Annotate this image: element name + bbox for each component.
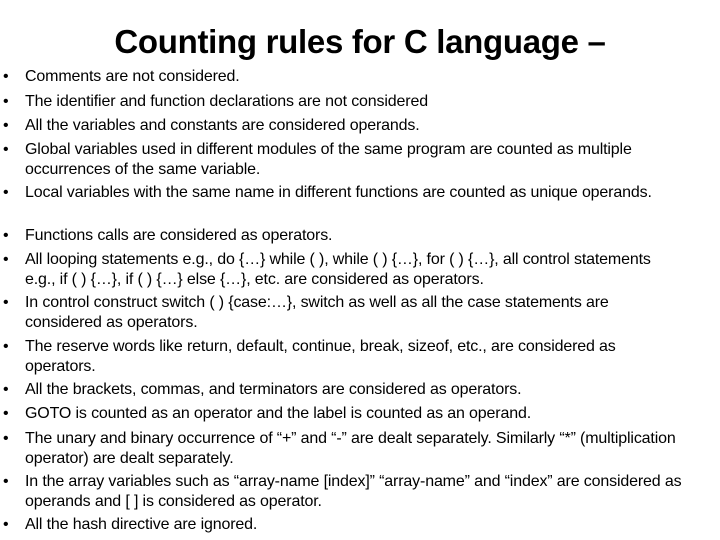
bullet-dot-icon: • [3, 473, 9, 490]
slide-title: Counting rules for C language – [114, 23, 606, 60]
bullet-dot-icon: • [3, 227, 9, 244]
bullet-text: The unary and binary occurrence of “+” and “-” are dealt separately. Similarly “*” (multiplication operator) are dealt separately. [25, 430, 676, 467]
bullet-dot-icon: • [3, 405, 9, 422]
bullet-text: Local variables with the same name in different functions are counted as unique operands. [25, 184, 652, 201]
bullet-item [3, 472, 685, 512]
bullet-item [3, 140, 685, 180]
bullet-dot-icon: • [3, 516, 9, 533]
bullet-dot-icon: • [3, 338, 9, 355]
bullet-dot-icon: • [3, 251, 9, 268]
bullet-text: The identifier and function declarations are not considered [25, 93, 428, 110]
bullet-text: Functions calls are considered as operators. [25, 227, 333, 244]
bullet-text: In control construct switch ( ) {case:…}, switch as well as all the case statements are considered as operators. [25, 294, 609, 331]
bullet-item [3, 116, 685, 136]
bullet-text: The reserve words like return, default, continue, break, sizeof, etc., are considered as operators. [25, 338, 616, 375]
bullet-text: GOTO is counted as an operator and the label is counted as an operand. [25, 405, 531, 422]
bullet-dot-icon: • [3, 141, 9, 158]
bullet-text: All the hash directive are ignored. [25, 516, 258, 533]
bullet-item [3, 67, 685, 87]
bullet-item [3, 380, 685, 400]
bullet-item [3, 226, 685, 246]
bullet-text: All looping statements e.g., do {…} while ( ), while ( ) {…}, for ( ) {…}, all control statements e.g., if ( ) {…}, if ( ) {…} else {…}, etc. are considered as operators. [25, 251, 651, 288]
bullet-dot-icon: • [3, 294, 9, 311]
bullet-dot-icon: • [3, 381, 9, 398]
bullet-item [3, 404, 685, 424]
bullet-item [3, 429, 685, 469]
bullet-text: Comments are not considered. [25, 68, 240, 85]
bullet-dot-icon: • [3, 93, 9, 110]
bullet-item [3, 293, 685, 333]
bullet-text: All the brackets, commas, and terminators are considered as operators. [25, 381, 522, 398]
bullet-dot-icon: • [3, 68, 9, 85]
bullet-item [3, 250, 685, 290]
bullet-text: In the array variables such as “array-name [index]” “array-name” and “index” are considered as operands and [ ] is considered as operator. [25, 473, 682, 510]
bullet-item [3, 515, 685, 535]
bullet-item [3, 92, 685, 112]
bullet-dot-icon: • [3, 117, 9, 134]
bullet-item [3, 337, 685, 377]
bullet-text: All the variables and constants are considered operands. [25, 117, 420, 134]
bullet-text: Global variables used in different modules of the same program are counted as multiple occurrences of the same variable. [25, 141, 632, 178]
bullet-dot-icon: • [3, 430, 9, 447]
bullet-dot-icon: • [3, 184, 9, 201]
bullet-item [3, 183, 685, 203]
